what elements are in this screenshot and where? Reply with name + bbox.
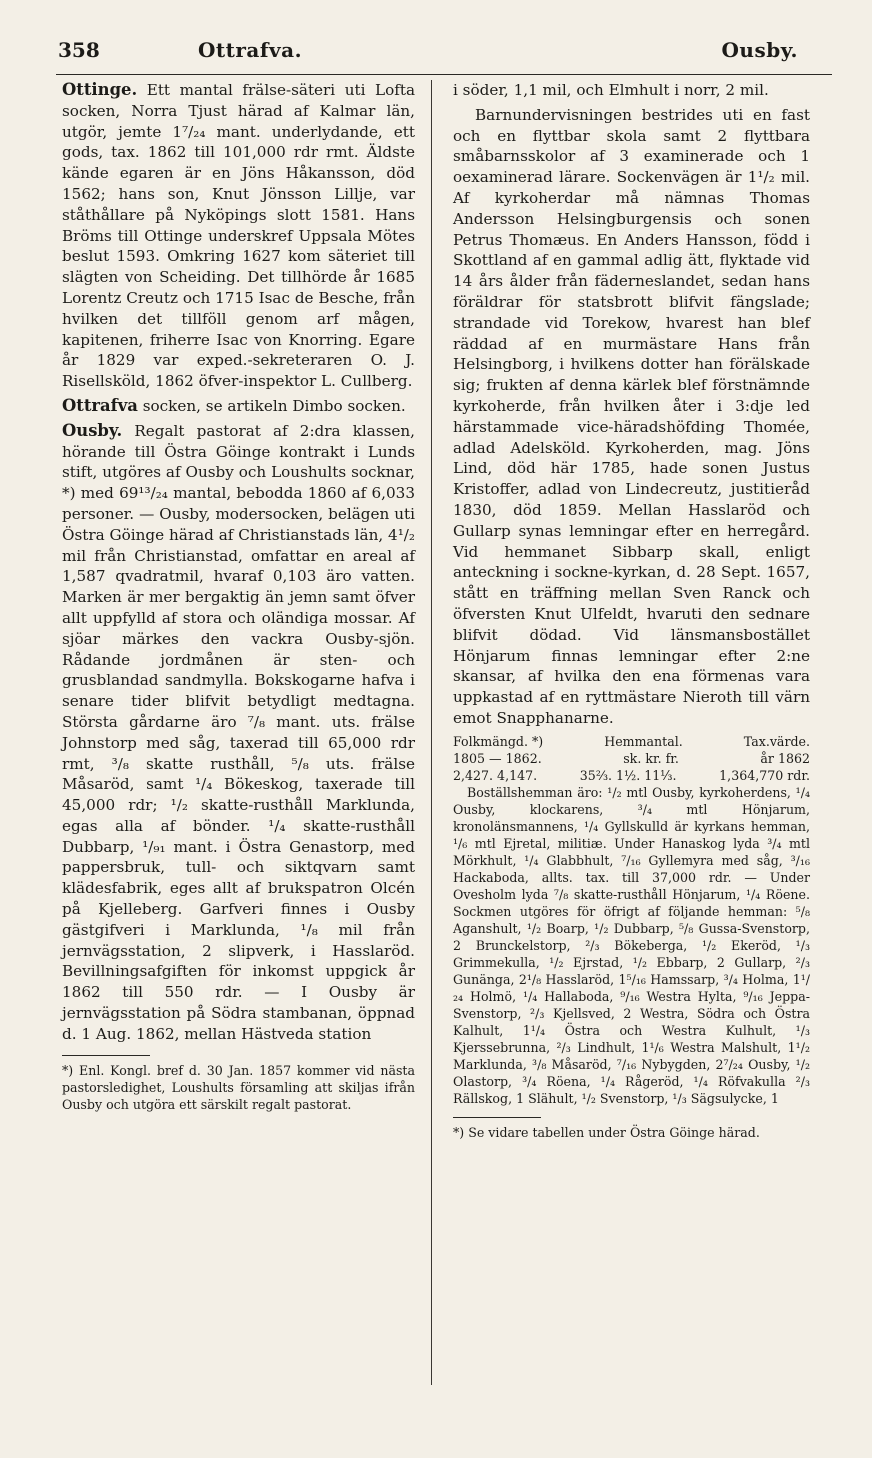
entry-ousby bbox=[62, 421, 415, 1045]
entry-ottrafva bbox=[62, 396, 415, 417]
entry-ottinge-text: Ett mantal frälse-säteri uti Lofta socken, Norra Tjust härad af Kalmar län, utgör, jemte 1⁷/₂₄ mant. underlydande, ett gods, tax. 1862 till 101,000 rdr rmt. Äldste kände egaren är en Jöns Håkansson, död 1562; hans son, Knut Jönsson Lillje, var ståthållare på Nyköpings slott 1581. Hans Bröms till Ottinge underskref Uppsala Mötes beslut 1593. Omkring 1627 kom säteriet till slägten von Scheiding. Det tillhörde år 1685 Lorentz Creutz och 1715 Isac de Besche, från hvilken det tillföll genom arf mågen, kapitenen, friherre Isac von Knorring. Egare år 1829 var exped.-sekreteraren O. J. Risellsköld, 1862 öfver-inspektor L. Cullberg. bbox=[62, 81, 416, 391]
right-column bbox=[453, 80, 810, 1141]
stats-sub-hemmantal: sk. kr. fr. bbox=[623, 750, 679, 766]
entry-ousby-text: Regalt pastorat af 2:dra klassen, hörande till Östra Göinge kontrakt i Lunds stift, utgöres af Ousby och Loushults socknar, *) med 69¹³/₂₄ mantal, bebodda 1860 af 6,033 personer. — Ousby, modersocken, belägen uti Östra Göinge härad af Christianstads län, 4¹/₂ mil från Christianstad, omfattar en areal af 1,587 qvadratmil, hvaraf 0,103 äro vatten. Marken är mer bergaktig än jemn samt öfver allt uppfylld af stora och oländiga mossar. Af sjöar märkes den vackra Ousby-sjön. Rådande jordmånen är sten- och grusblandad sandmylla. Bokskogarne hafva i senare tider blifvit betydligt medtagna. Största gårdarne äro ⁷/₈ mant. uts. frälse Johnstorp med såg, taxerad till 65,000 rdr rmt, ³/₈ skatte rusthåll, ⁵/₈ uts. frälse Måsaröd, samt ¹/₄ Bökeskog, taxerade till 45,000 rdr; ¹/₂ skatte-rusthåll Marklunda, egas alla af bönder. ¹/₄ skatte-rusthåll Dubbarp, ¹/₉₁ mant. i Östra Genastorp, med pappersbruk, tull- och siktqvarn samt klädesfabrik, eges allt af brukspatron Olcén på Kjelleberg. Garfveri finnes i Ousby gästgifveri i Marklunda, ¹/₈ mil från jernvägsstation, 2 slipverk, i Hasslaröd. Bevillningsafgiften för inkomst uppgick år 1862 till 550 rdr. — I Ousby är jernvägsstation på Södra stambanan, öppnad d. 1 Aug. 1862, mellan Hästveda station bbox=[62, 421, 416, 1043]
stats-sub-taxvarde: år 1862 bbox=[760, 750, 810, 766]
left-column bbox=[62, 80, 415, 1113]
header-rule bbox=[56, 74, 832, 75]
running-header bbox=[58, 38, 828, 68]
stats-sub-population: 1805 — 1862. bbox=[453, 750, 542, 766]
paragraph-history: Barnundervisningen bestrides uti en fast och en flyttbar skola samt 2 flyttbara småbarnsskolor af 3 examinerade och 1 oexaminerad lärare. Sockenvägen är 1¹/₂ mil. Af kyrkoherdar må nämnas Thomas Andersson Helsingburgensis och sonen Petrus Thomæus. En Anders Hansson, född i Skottland af en gammal adlig ätt, flyktade vid 14 års ålder från fäderneslandet, sedan hans föräldrar för statsbrott blifvit fängslade; strandade vid Torekow, hvarest han blef räddad af en murmästare Hans från Helsingborg, i hvilkens dotter han förälskade sig; frukten af denna kärlek blef förstnämnde kyrkoherde, från hvilken åter i 3:dje led härstammade vice-häradshöfding Thomée, adlad Adelsköld. Kyrkoherden, mag. Jöns Lind, död här 1785, hade sonen Justus Kristoffer, adlad von Lindecreutz, justitieråd 1830, död 1859. Mellan Hasslaröd och Gullarp synas lemningar efter en herregård. Vid hemmanet Sibbarp skall, enligt anteckning i sockne-kyrkan, d. 28 Sept. 1657, stått en träffning mellan Sven Ranck och öfversten Knut Ulfeldt, hvaruti den sednare blifvit dödad. Vid länsmansbostället Hönjarum finnas lemningar efter 2:ne skansar, af hvilka den ena förmenas vara uppkastad af en ryttmästare Nieroth till värn emot Snapphanarne. bbox=[453, 105, 810, 727]
footnote-rule-right bbox=[453, 1117, 541, 1118]
entry-ottinge bbox=[62, 80, 415, 392]
page-number: 358 bbox=[58, 38, 100, 62]
footnote-right: *) Se vidare tabellen under Östra Göinge härad. bbox=[453, 1124, 760, 1140]
stats-value-hemmantal: 35⅔. 1½. 11⅓. bbox=[579, 767, 677, 783]
stats-value-taxvarde: 1,364,770 rdr. bbox=[719, 767, 810, 783]
stats-sub-row bbox=[453, 750, 810, 767]
headword-ousby: Ousby. bbox=[62, 420, 123, 440]
stats-head-row bbox=[453, 733, 810, 750]
holdings-details bbox=[453, 784, 810, 1107]
column-divider bbox=[431, 80, 432, 1385]
paragraph-stations: i söder, 1,1 mil, och Elmhult i norr, 2 mil. bbox=[453, 81, 769, 99]
footnote-rule bbox=[62, 1055, 150, 1056]
statistics-table bbox=[453, 733, 810, 784]
stats-head-taxvarde: Tax.värde. bbox=[743, 733, 810, 749]
stats-head-hemmantal: Hemmantal. bbox=[604, 733, 683, 749]
stats-head-population: Folkmängd. *) bbox=[453, 733, 544, 749]
right-running-head: Ousby. bbox=[721, 38, 798, 62]
stats-value-row bbox=[453, 767, 810, 784]
headword-ottrafva: Ottrafva bbox=[62, 395, 138, 415]
entry-ottrafva-text: socken, se artikeln Dimbo socken. bbox=[142, 396, 406, 415]
left-running-head: Ottrafva. bbox=[198, 38, 303, 62]
stats-value-population: 2,427. 4,147. bbox=[453, 767, 538, 783]
holdings-text: Boställshemman äro: ¹/₂ mtl Ousby, kyrkoherdens, ¹/₄ Ousby, klockarens, ³/₄ mtl Hönjarum, kronolänsmannens, ¹/₄ Gyllskulld är kyrkans hemman, ¹/₆ mtl Ejretal, militiæ. Under Hanaskog lyda ³/₄ mtl Mörkhult, ¹/₄ Glabbhult, ⁷/₁₆ Gyllemyra med såg, ³/₁₆ Hackaboda, allts. tax. till 37,000 rdr. — Under Ovesholm lyda ⁷/₈ skatte-rusthåll Hönjarum, ¹/₄ Röene. Sockmen utgöres för öfrigt af följande hemman: ⁵/₈ Aganshult, ¹/₂ Boarp, ¹/₂ Dubbarp, ⁵/₈ Gussa-Svenstorp, 2 Brunckelstorp, ²/₃ Bökeberga, ¹/₂ Ekeröd, ¹/₃ Grimmekulla, ¹/₂ Ejrstad, ¹/₂ Ebbarp, 2 Gullarp, ²/₃ Gunänga, 2¹/₈ Hasslaröd, 1⁵/₁₆ Hamssarp, ³/₄ Holma, 1¹/₂₄ Holmö, ¹/₄ Hallaboda, ⁹/₁₆ Westra Hylta, ⁹/₁₆ Jeppa-Svenstorp, ²/₃ Kjellsved, 2 Westra, Södra och Östra Kalhult, 1¹/₄ Östra och Westra Kulhult, ¹/₃ Kjerssebrunna, ²/₃ Lindhult, 1¹/₆ Westra Malshult, 1¹/₂ Marklunda, ³/₈ Måsaröd, ⁷/₁₆ Nybygden, 2⁷/₂₄ Ousby, ¹/₂ Olastorp, ³/₄ Röena, ¹/₄ Rågeröd, ¹/₄ Röfvakulla ²/₃ Rällskog, 1 Slähult, ¹/₂ Svenstorp, ¹/₃ Sägsulycke, 1 bbox=[453, 784, 810, 1106]
footnote-left: *) Enl. Kongl. bref d. 30 Jan. 1857 kommer vid nästa pastorsledighet, Loushults församling att skiljas ifrån Ousby och utgöra ett särskilt regalt pastorat. bbox=[62, 1062, 415, 1112]
headword-ottinge: Ottinge. bbox=[62, 80, 138, 99]
